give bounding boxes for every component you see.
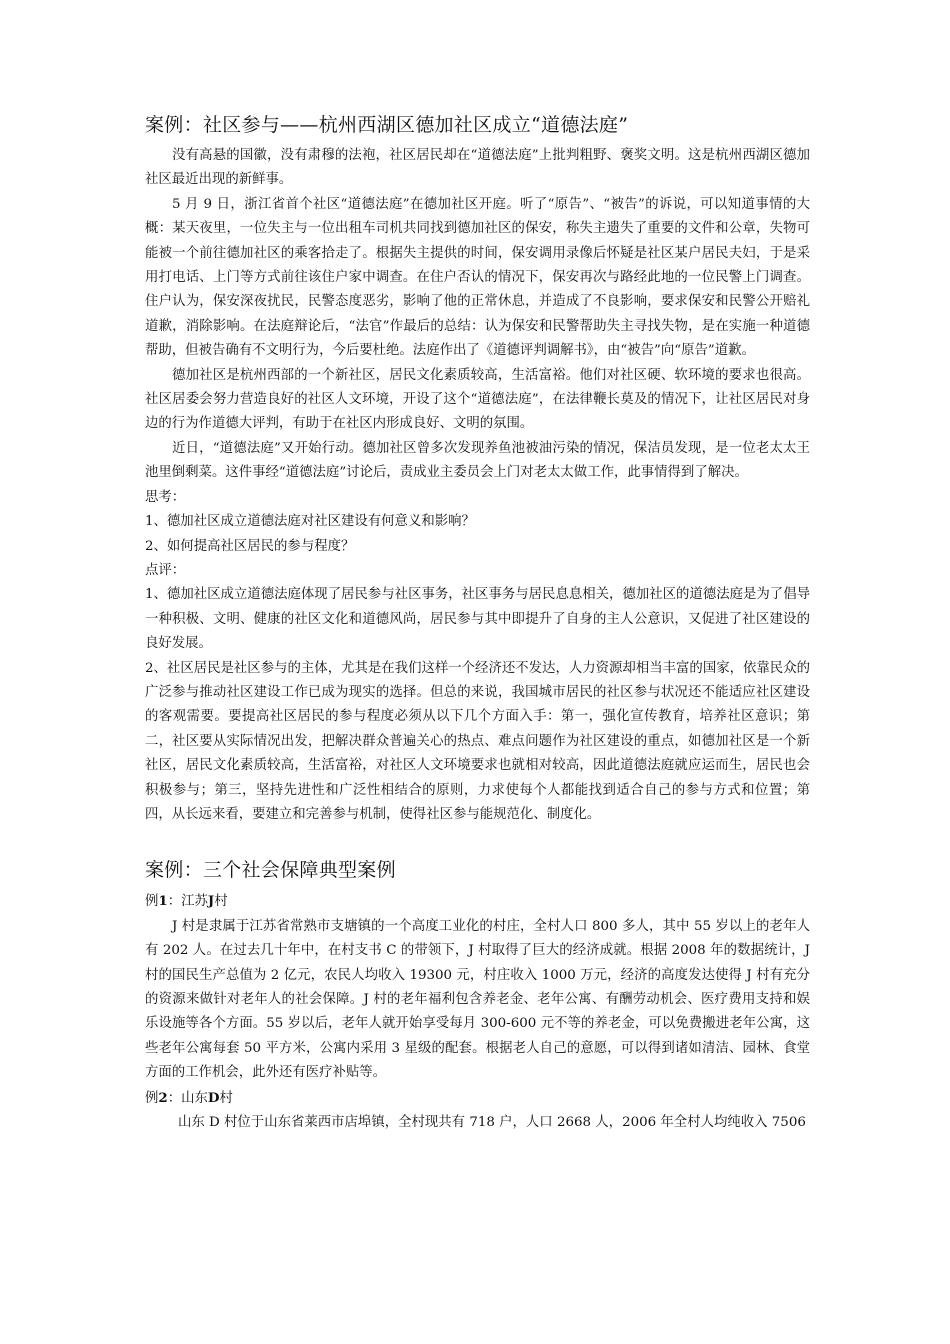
example-1-paragraph: J 村是隶属于江苏省常熟市支塘镇的一个高度工业化的村庄，全村人口 800 多人，其中 55 岁以上的老年人有 202 人。在过去几十年中，在村支书 C 的带领下，J 村取得了巨大的经济成就。根据 2008 年的数据统计，J 村的国民生产总值为 2 亿元，农民人均收入 19300 元，村庄收入 1000 万元，经济的高度发达使得 J 村有充分的资源来做针对老年人的社会保障。J 村的老年福利包含养老金、老年公寓、有酬劳动机会、医疗费用支持和娱乐设施等各个方面。55 岁以后，老年人就开始享受每月 300-600 元不等的养老金，可以免费搬进老年公寓，这些老年公寓每套 50 平方米，公寓内采用 3 星级的配套。根据老人自己的意愿，可以得到诸如清洁、园林、食堂方面的工作机会，此外还有医疗补贴等。: [145, 918, 810, 1081]
comment-2: 2、社区居民是社区参与的主体，尤其是在我们这样一个经济还不发达，人力资源却相当丰富的国家，依靠民众的广泛参与推动社区建设工作已成为现实的选择。但总的来说，我国城市居民的社区参与状况还不能适应社区建设的客观需要。要提高社区居民的参与程度必须从以下几个方面入手：第一，强化宣传教育，培养社区意识；第二，社区要从实际情况出发，把解决群众普遍关心的热点、难点问题作为社区建设的重点，如德加社区是一个新社区，居民文化素质较高，生活富裕，对社区人文环境要求也就相对较高，因此道德法庭就应运而生，居民也会积极参与；第三，坚持先进性和广泛性相结合的原则，力求使每个人都能找到适合自己的参与方式和位置；第四，从长远来看，要建立和完善参与机制，使得社区参与能规范化、制度化。: [145, 660, 810, 822]
think-label: 思考：: [145, 489, 186, 505]
example-2-label: [145, 1086, 810, 1111]
case1-title: 案例：社区参与——杭州西湖区德加社区成立“道德法庭”: [145, 114, 629, 136]
comment-1: 1、德加社区成立道德法庭体现了居民参与社区事务，社区事务与居民息息相关，德加社区的道德法庭是为了倡导一种积极、文明、健康的社区文化和道德风尚，居民参与其中即提升了自身的主人公意识，又促进了社区建设的良好发展。: [145, 587, 810, 652]
example-2-number: 2: [158, 1089, 168, 1106]
example-1-region: ：江苏: [167, 894, 208, 910]
example-1-label: [145, 889, 810, 914]
example-1-village: J: [207, 893, 215, 910]
case1-paragraph-1: 没有高悬的国徽，没有肃穆的法袍，社区居民却在“道德法庭”上批判粗野、褒奖文明。这是杭州西湖区德加社区最近出现的新鲜事。: [145, 148, 810, 188]
case1-paragraph-2: 5 月 9 日，浙江省首个社区“道德法庭”在德加社区开庭。听了“原告”、“被告”的诉说，可以知道事情的大概：某天夜里，一位失主与一位出租车司机共同找到德加社区的保安，称失主遗失了重要的文件和公章，失物可能被一个前往德加社区的乘客拾走了。根据失主提供的时间，保安调用录像后怀疑是社区某户居民夫妇，于是采用打电话、上门等方式前往该住户家中调查。在住户否认的情况下，保安再次与路经此地的一位民警上门调查。住户认为，保安深夜扰民，民警态度恶劣，影响了他的正常休息，并造成了不良影响，要求保安和民警公开赔礼道歉，消除影响。在法庭辩论后，“法官”作最后的总结：认为保安和民警帮助失主寻找失物，是在实施一种道德帮助，但被告确有不文明行为，今后要杜绝。法庭作出了《道德评判调解书》，由“被告”向“原告”道歉。: [145, 196, 810, 359]
example-1-suffix: 村: [214, 894, 228, 910]
comment-label: 点评：: [145, 562, 186, 578]
example-2-prefix: 例: [145, 1090, 159, 1106]
question-1: 1、德加社区成立道德法庭对社区建设有何意义和影响？: [145, 514, 475, 530]
document-page: [145, 110, 810, 1135]
question-2: 2、如何提高社区居民的参与程度？: [145, 538, 355, 554]
example-1-prefix: 例: [145, 894, 159, 910]
example-2-paragraph: 山东 D 村位于山东省莱西市店埠镇，全村现共有 718 户，人口 2668 人，2006 年全村人均纯收入 7506: [178, 1115, 806, 1131]
example-1-number: 1: [158, 893, 168, 910]
case2-title: 案例：三个社会保障典型案例: [145, 859, 396, 882]
example-2-village: D: [207, 1089, 220, 1106]
example-2-suffix: 村: [219, 1090, 233, 1106]
example-2-region: ：山东: [167, 1090, 208, 1106]
case1-paragraph-4: 近日，“道德法庭”又开始行动。德加社区曾多次发现养鱼池被油污染的情况，保洁员发现，是一位老太太王池里倒剩菜。这件事经“道德法庭”讨论后，责成业主委员会上门对老太太做工作，此事情得到了解决。: [145, 440, 810, 481]
case1-paragraph-3: 德加社区是杭州西部的一个新社区，居民文化素质较高，生活富裕。他们对社区硬、软环境的要求也很高。社区居委会努力营造良好的社区人文环境，开设了这个“道德法庭”，在法律鞭长莫及的情况下，让社区居民对身边的行为作道德大评判，有助于在社区内形成良好、文明的氛围。: [145, 367, 810, 432]
